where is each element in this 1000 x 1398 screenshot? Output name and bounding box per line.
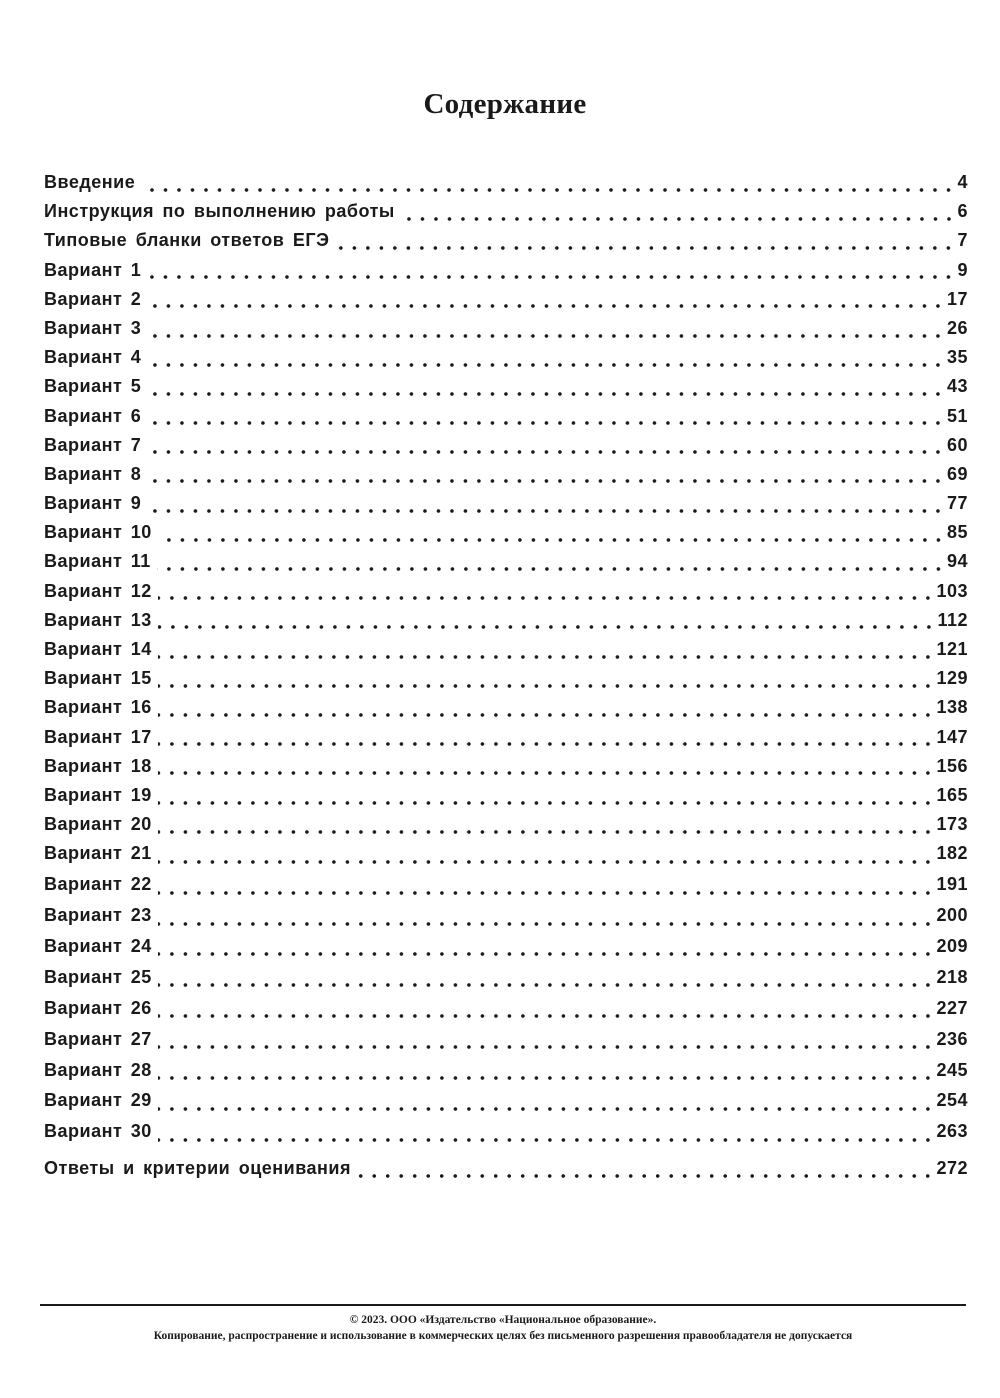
toc-entry-label: Вариант 13 [44,609,152,630]
page-title: Содержание [423,88,587,120]
toc-dot-leader [158,801,935,805]
toc-entry[interactable] [44,785,968,814]
toc-entry-label: Вариант 14 [44,639,152,659]
toc-entry-label: Вариант 27 [44,1028,152,1049]
toc-dot-leader [401,217,956,221]
toc-entry-page: 7 [957,230,968,251]
toc-entry-label: Вариант 5 [44,376,142,397]
toc-entry-label: Вариант 19 [44,784,152,805]
toc-entry-page: 51 [946,405,968,426]
toc-entry-label: Вариант 11 [44,551,151,572]
toc-entry[interactable] [44,406,968,435]
toc-dot-leader [158,655,935,659]
toc-entry-page: 254 [936,1090,968,1111]
toc-entry[interactable] [44,998,968,1029]
toc-entry-label: Вариант 21 [44,843,152,864]
toc-entry-label: Вариант 15 [44,668,152,689]
toc-entry[interactable] [44,376,968,405]
toc-entry[interactable] [44,727,968,756]
toc-entry-label: Вариант 22 [44,874,152,895]
toc-entry-page: 263 [936,1121,968,1142]
toc-dot-leader [158,538,945,542]
toc-dot-leader [147,275,955,279]
toc-dot-leader [158,625,936,629]
toc-entry-page: 94 [946,551,968,572]
toc-entry-page: 6 [957,201,968,222]
toc-entry-page: 60 [946,434,968,455]
toc-entry[interactable] [44,435,968,464]
toc-dot-leader [158,684,935,688]
toc-dot-leader [158,713,935,717]
toc-entry[interactable] [44,493,968,522]
toc-entry-page: 156 [936,755,968,776]
toc-entry[interactable] [44,1158,968,1187]
footer-divider [40,1304,966,1306]
toc-entry-label: Вариант 12 [44,580,152,601]
toc-entry-page: 77 [946,493,968,514]
toc-entry-label: Вариант 25 [44,966,152,987]
toc-entry-label: Вариант 16 [44,697,152,718]
toc-entry[interactable] [44,639,968,668]
toc-entry-label: Вариант 24 [44,935,152,956]
toc-entry-label: Вариант 1 [44,259,142,280]
toc-dot-leader [147,392,945,396]
toc-entry-page: 17 [946,288,968,309]
toc-entry[interactable] [44,756,968,785]
toc-entry[interactable] [44,668,968,697]
toc-entry-page: 218 [936,966,968,987]
toc-entry-label: Вариант 30 [44,1121,152,1142]
toc-entry[interactable] [44,1090,968,1121]
toc-entry-page: 227 [936,997,968,1018]
toc-entry-page: 129 [936,668,968,689]
toc-dot-leader [158,771,935,775]
toc-entry[interactable] [44,967,968,998]
toc-entry-label: Вариант 29 [44,1090,152,1111]
toc-entry-label: Вариант 23 [44,905,152,926]
toc-entry-label: Вариант 6 [44,405,142,426]
toc-entry-label: Вариант 2 [44,288,142,309]
toc-entry[interactable] [44,172,968,201]
toc-dot-leader [158,952,935,956]
toc-entry-label: Вариант 7 [44,434,142,455]
toc-entry[interactable] [44,843,968,874]
toc-entry-label: Вариант 28 [44,1059,152,1080]
toc-entry[interactable] [44,1060,968,1091]
toc-entry-page: 138 [936,697,968,718]
toc-entry-page: 112 [937,609,968,630]
toc-entry-label: Вариант 3 [44,317,142,338]
toc-dot-leader [147,304,945,308]
footer [40,1312,966,1344]
toc-entry[interactable] [44,581,968,610]
toc-entry-page: 209 [936,935,968,956]
toc-dot-leader [158,1138,935,1142]
toc-entry[interactable] [44,610,968,639]
toc-entry[interactable] [44,201,968,230]
toc-entry-page: 182 [936,843,968,864]
toc-entry-page: 26 [946,317,968,338]
toc-entry-label: Вариант 17 [44,726,152,747]
toc-entry-label: Вариант 18 [44,755,152,776]
toc-entry-label: Вариант 20 [44,814,152,835]
toc-entry-label: Введение [44,172,136,192]
toc-entry-label: Инструкция по выполнению работы [44,201,395,222]
toc-entry-page: 191 [936,874,968,895]
toc-entry[interactable] [44,814,968,843]
toc-entry-label: Ответы и критерии оценивания [44,1158,351,1179]
toc-entry-label: Вариант 26 [44,997,152,1018]
toc-dot-leader [147,334,945,338]
toc-dot-leader [335,246,955,250]
toc-dot-leader [357,1174,934,1178]
toc-entry[interactable] [44,1029,968,1060]
toc-entry[interactable] [44,230,968,259]
toc-entry-page: 43 [946,376,968,397]
toc-dot-leader [147,450,945,454]
toc-dot-leader [158,860,935,864]
toc-entry-page: 35 [946,347,968,368]
toc-entry[interactable] [44,260,968,289]
toc-entry-page: 147 [936,726,968,747]
toc-entry-label: Типовые бланки ответов ЕГЭ [44,230,330,251]
toc-dot-leader [158,1014,935,1018]
toc-entry[interactable] [44,697,968,726]
toc-entry-page: 69 [946,463,968,484]
toc-entry[interactable] [44,874,968,905]
toc-entry[interactable] [44,464,968,493]
toc-entry[interactable] [44,1121,968,1152]
toc-dot-leader [147,509,945,513]
toc-entry[interactable] [44,318,968,347]
toc-dot-leader [158,983,935,987]
toc-dot-leader [141,188,955,192]
toc-entry-page: 272 [936,1158,968,1179]
toc-dot-leader [158,922,935,926]
toc-entry-page: 121 [936,639,968,659]
toc-entry-page: 236 [936,1028,968,1049]
toc-entry[interactable] [44,551,968,580]
toc-entry-page: 173 [936,814,968,835]
toc-dot-leader [158,830,935,834]
toc-entry-label: Вариант 8 [44,463,142,484]
toc-dot-leader [158,596,935,600]
toc-entry[interactable] [44,522,968,551]
toc-entry-page: 200 [936,905,968,926]
toc-entry-label: Вариант 9 [44,493,142,514]
toc-entry-page: 4 [957,172,968,192]
toc-entry-page: 103 [936,580,968,601]
toc-dot-leader [147,421,945,425]
toc-entry-page: 165 [936,784,968,805]
toc-dot-leader [158,1045,935,1049]
toc-entry-label: Вариант 10 [44,522,152,543]
table-of-contents [44,172,968,1187]
toc-dot-leader [158,891,935,895]
toc-dot-leader [147,363,945,367]
toc-entry-page: 85 [946,522,968,543]
toc-entry-page: 245 [936,1059,968,1080]
toc-dot-leader [157,567,945,571]
toc-dot-leader [158,742,935,746]
toc-dot-leader [147,479,945,483]
toc-dot-leader [158,1107,935,1111]
toc-entry[interactable] [44,936,968,967]
toc-entry-label: Вариант 4 [44,347,142,368]
footer-copyright: © 2023. ООО «Издательство «Национальное образование». [349,1314,657,1326]
toc-dot-leader [158,1076,935,1080]
toc-entry-page: 9 [957,259,968,280]
footer-notice: Копирование, распространение и использование в коммерческих целях без письменного разрешения правообладателя не допускается [153,1330,853,1342]
toc-entry[interactable] [44,347,968,376]
toc-entry[interactable] [44,289,968,318]
toc-entry[interactable] [44,905,968,936]
